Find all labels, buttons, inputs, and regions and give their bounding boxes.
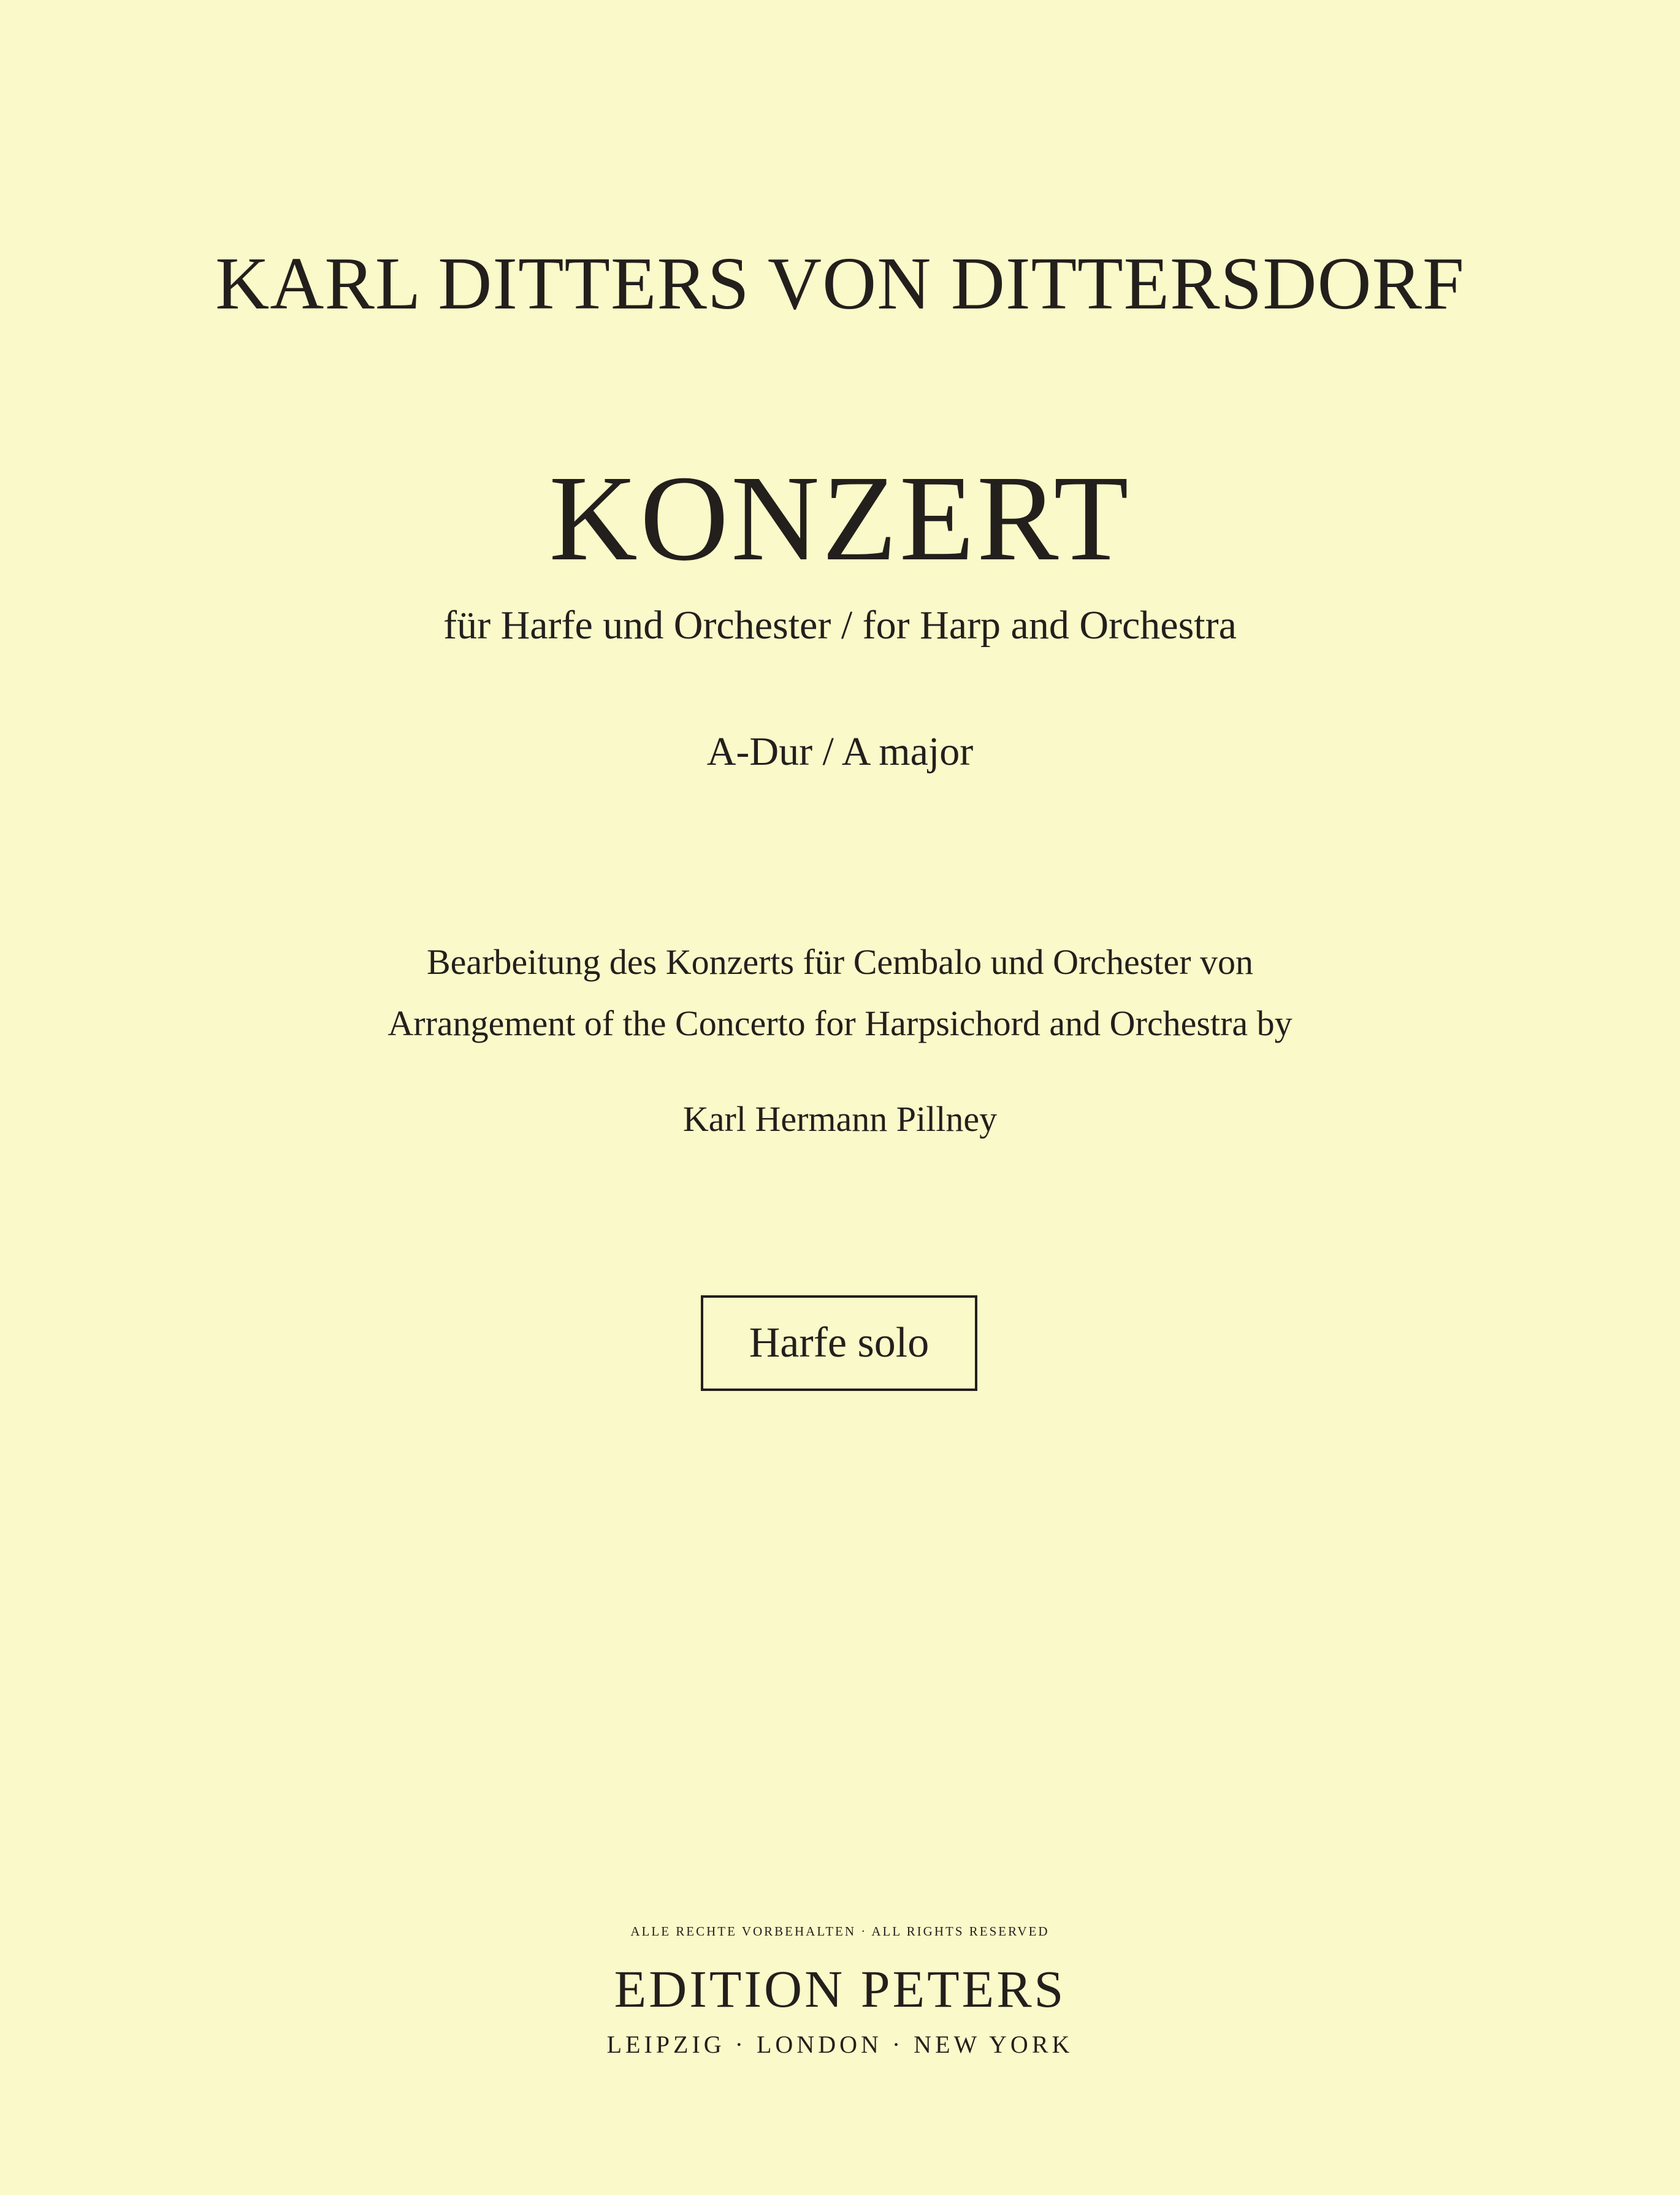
rights-notice: ALLE RECHTE VORBEHALTEN · ALL RIGHTS RESERVED bbox=[630, 1924, 1050, 1939]
publisher-name: EDITION PETERS bbox=[614, 1959, 1066, 2018]
arrangement-note-german: Bearbeitung des Konzerts für Cembalo und Orchester von bbox=[426, 942, 1254, 982]
composer-name: KARL DITTERS VON DITTERSDORF bbox=[215, 242, 1465, 325]
publisher-cities: LEIPZIG · LONDON · NEW YORK bbox=[606, 2031, 1074, 2058]
work-title: KONZERT bbox=[549, 451, 1131, 586]
arranger-name: Karl Hermann Pillney bbox=[682, 1099, 998, 1139]
part-label: Harfe solo bbox=[749, 1319, 930, 1366]
key-signature: A-Dur / A major bbox=[706, 729, 974, 774]
part-label-box bbox=[701, 1295, 977, 1391]
instrumentation-subtitle: für Harfe und Orchester / for Harp and Orchestra bbox=[443, 603, 1237, 648]
arrangement-note-english: Arrangement of the Concerto for Harpsichord and Orchestra by bbox=[388, 1003, 1292, 1043]
